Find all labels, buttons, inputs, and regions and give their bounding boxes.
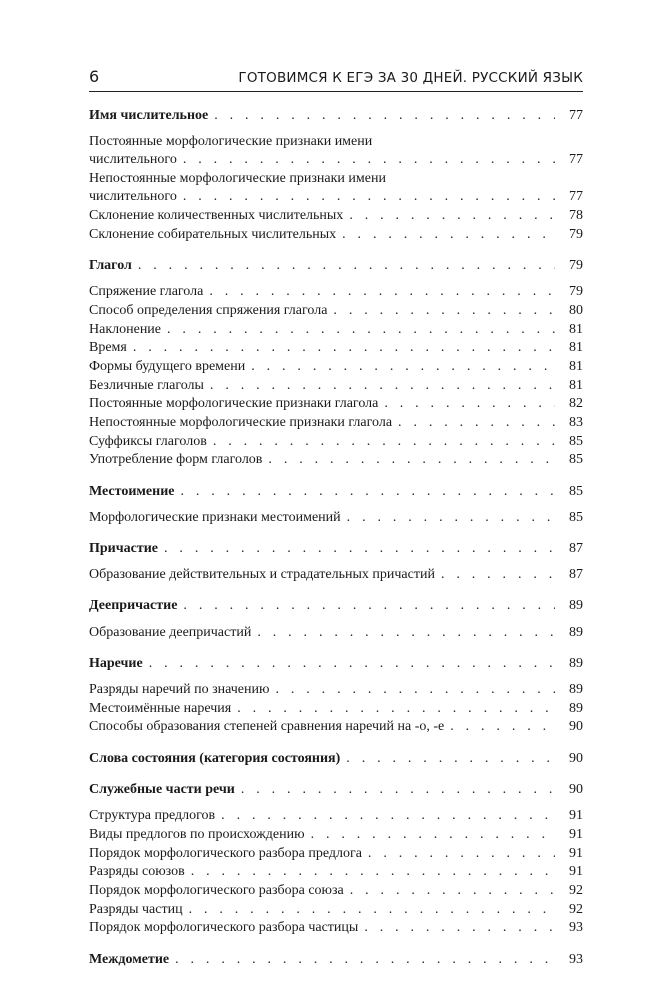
page-header bbox=[89, 62, 583, 86]
toc-entry[interactable] bbox=[89, 433, 583, 451]
toc-section bbox=[89, 597, 583, 641]
dot-leader bbox=[164, 540, 555, 558]
toc-entry-title: Местоимённые наречия bbox=[89, 700, 232, 716]
toc-entry[interactable] bbox=[89, 807, 583, 825]
dot-leader bbox=[183, 188, 555, 206]
toc-entry[interactable] bbox=[89, 681, 583, 699]
toc-section bbox=[89, 781, 583, 938]
toc-page-number: 83 bbox=[569, 415, 583, 431]
dot-leader bbox=[241, 781, 555, 799]
toc-entry[interactable] bbox=[89, 451, 583, 469]
toc-entry-title: Непостоянные морфологические признаки глагола bbox=[89, 415, 393, 431]
toc-page-number: 92 bbox=[569, 901, 583, 917]
toc-heading[interactable] bbox=[89, 107, 583, 125]
toc-page-number: 85 bbox=[569, 509, 583, 525]
toc-heading-title: Причастие bbox=[89, 541, 159, 557]
toc-entry-title: Порядок морфологического разбора частицы bbox=[89, 920, 359, 936]
toc-heading[interactable] bbox=[89, 540, 583, 558]
dot-leader bbox=[384, 395, 555, 413]
toc-entry-title: Склонение собирательных числительных bbox=[89, 226, 337, 242]
dot-leader bbox=[167, 321, 555, 339]
toc-page-number: 89 bbox=[569, 598, 583, 614]
toc-page-number: 89 bbox=[569, 682, 583, 698]
toc-entry-title: Употребление форм глаголов bbox=[89, 452, 263, 468]
dot-leader bbox=[441, 566, 555, 584]
toc-entry-title: Порядок морфологического разбора союза bbox=[89, 882, 344, 898]
toc-heading[interactable] bbox=[89, 951, 583, 969]
toc-heading-title: Деепричастие bbox=[89, 598, 178, 614]
toc-entry[interactable] bbox=[89, 302, 583, 320]
dot-leader bbox=[368, 845, 555, 863]
toc-page-number: 81 bbox=[569, 377, 583, 393]
toc-entry[interactable] bbox=[89, 718, 583, 736]
toc-entry[interactable] bbox=[89, 377, 583, 395]
toc-page-number: 79 bbox=[569, 257, 583, 273]
toc-section bbox=[89, 107, 583, 244]
toc-page-number: 77 bbox=[569, 152, 583, 168]
dot-leader bbox=[183, 151, 555, 169]
toc-entry[interactable] bbox=[89, 321, 583, 339]
dot-leader bbox=[346, 750, 555, 768]
toc-page-number: 91 bbox=[569, 808, 583, 824]
toc-page-number: 93 bbox=[569, 951, 583, 967]
toc-entry[interactable] bbox=[89, 207, 583, 225]
toc-heading-title: Служебные части речи bbox=[89, 781, 235, 797]
toc-entry[interactable] bbox=[89, 226, 583, 244]
toc-page-number: 79 bbox=[569, 284, 583, 300]
toc-page-number: 89 bbox=[569, 700, 583, 716]
toc-entry-title: Разряды наречий по значению bbox=[89, 682, 270, 698]
toc-heading[interactable] bbox=[89, 483, 583, 501]
toc-entry[interactable] bbox=[89, 414, 583, 432]
toc-entry[interactable] bbox=[89, 395, 583, 413]
dot-leader bbox=[213, 433, 555, 451]
toc-page-number: 90 bbox=[569, 781, 583, 797]
toc-heading[interactable] bbox=[89, 597, 583, 615]
dot-leader bbox=[209, 283, 555, 301]
toc-page-number: 90 bbox=[569, 750, 583, 766]
header-rule bbox=[89, 91, 583, 92]
toc-entry[interactable] bbox=[89, 339, 583, 357]
toc-entry[interactable] bbox=[89, 826, 583, 844]
dot-leader bbox=[342, 226, 555, 244]
dot-leader bbox=[214, 107, 555, 125]
toc-entry-title-line: Непостоянные морфологические признаки имени bbox=[89, 171, 386, 187]
toc-entry[interactable] bbox=[89, 700, 583, 718]
page-number: 6 bbox=[89, 67, 100, 86]
toc-page-number: 77 bbox=[569, 189, 583, 205]
toc-entry-title: Наклонение bbox=[89, 321, 162, 337]
toc-entry[interactable] bbox=[89, 845, 583, 863]
toc-heading[interactable] bbox=[89, 781, 583, 799]
dot-leader bbox=[175, 951, 555, 969]
toc-entry-title: Образование деепричастий bbox=[89, 624, 252, 640]
running-title: ГОТОВИМСЯ К ЕГЭ ЗА 30 ДНЕЙ. РУССКИЙ ЯЗЫК bbox=[238, 70, 583, 86]
toc-page-number: 87 bbox=[569, 567, 583, 583]
toc-page-number: 90 bbox=[569, 719, 583, 735]
dot-leader bbox=[350, 882, 555, 900]
dot-leader bbox=[237, 700, 555, 718]
toc-entry-title: Порядок морфологического разбора предлога bbox=[89, 845, 362, 861]
toc-heading[interactable] bbox=[89, 257, 583, 275]
toc-entry-title: Способ определения спряжения глагола bbox=[89, 302, 328, 318]
toc-entry-title: числительного bbox=[89, 152, 177, 168]
toc-entry[interactable] bbox=[89, 919, 583, 937]
dot-leader bbox=[398, 414, 555, 432]
toc-entry-title: Формы будущего времени bbox=[89, 358, 246, 374]
toc-heading-title: Глагол bbox=[89, 257, 132, 273]
dot-leader bbox=[180, 483, 555, 501]
toc-section bbox=[89, 540, 583, 584]
dot-leader bbox=[191, 863, 555, 881]
toc-entry-title: Склонение количественных числительных bbox=[89, 208, 344, 224]
toc-entry-title: Структура предлогов bbox=[89, 808, 216, 824]
dot-leader bbox=[221, 807, 555, 825]
toc-section bbox=[89, 483, 583, 527]
dot-leader bbox=[275, 681, 555, 699]
toc-entry-title: Безличные глаголы bbox=[89, 377, 204, 393]
toc-entry-title: Разряды союзов bbox=[89, 864, 185, 880]
toc-entry[interactable] bbox=[89, 509, 583, 527]
toc-page-number: 80 bbox=[569, 302, 583, 318]
dot-leader bbox=[251, 358, 555, 376]
toc-heading-title: Наречие bbox=[89, 655, 143, 671]
toc-entry[interactable] bbox=[89, 133, 583, 169]
toc-entry[interactable] bbox=[89, 170, 583, 206]
dot-leader bbox=[347, 509, 555, 527]
toc-entry[interactable] bbox=[89, 358, 583, 376]
toc-heading-title: Слова состояния (категория состояния) bbox=[89, 750, 341, 766]
toc-page-number: 87 bbox=[569, 541, 583, 557]
toc-page-number: 91 bbox=[569, 845, 583, 861]
toc-page-number: 89 bbox=[569, 624, 583, 640]
dot-leader bbox=[349, 207, 555, 225]
toc-page-number: 85 bbox=[569, 433, 583, 449]
toc-entry-title: числительного bbox=[89, 189, 177, 205]
toc-section bbox=[89, 655, 583, 737]
table-of-contents bbox=[89, 107, 583, 982]
dot-leader bbox=[189, 901, 555, 919]
dot-leader bbox=[149, 655, 555, 673]
toc-entry-title: Виды предлогов по происхождению bbox=[89, 826, 305, 842]
toc-page-number: 92 bbox=[569, 882, 583, 898]
toc-page-number: 77 bbox=[569, 108, 583, 123]
toc-entry[interactable] bbox=[89, 624, 583, 642]
dot-leader bbox=[311, 826, 555, 844]
dot-leader bbox=[210, 377, 555, 395]
toc-page-number: 81 bbox=[569, 340, 583, 356]
toc-entry-title: Способы образования степеней сравнения наречий на -о, -е bbox=[89, 719, 445, 735]
toc-entry[interactable] bbox=[89, 566, 583, 584]
toc-page-number: 78 bbox=[569, 208, 583, 224]
dot-leader bbox=[333, 302, 555, 320]
toc-page-number: 91 bbox=[569, 826, 583, 842]
toc-entry[interactable] bbox=[89, 901, 583, 919]
toc-section bbox=[89, 257, 583, 470]
toc-entry-title: Морфологические признаки местоимений bbox=[89, 509, 341, 525]
toc-entry-title: Время bbox=[89, 340, 127, 356]
toc-entry-title: Спряжение глагола bbox=[89, 284, 204, 300]
toc-section bbox=[89, 750, 583, 768]
toc-heading[interactable] bbox=[89, 750, 583, 768]
toc-entry-title-line: Постоянные морфологические признаки имени bbox=[89, 134, 373, 150]
toc-heading-title: Междометие bbox=[89, 951, 170, 967]
toc-heading[interactable] bbox=[89, 655, 583, 673]
toc-heading-title: Имя числительное bbox=[89, 108, 209, 123]
toc-entry-title: Образование действительных и страдательных причастий bbox=[89, 567, 435, 583]
toc-page-number: 82 bbox=[569, 396, 583, 412]
toc-entry-title: Суффиксы глаголов bbox=[89, 433, 207, 449]
dot-leader bbox=[138, 257, 555, 275]
toc-page-number: 85 bbox=[569, 452, 583, 468]
toc-page-number: 79 bbox=[569, 226, 583, 242]
toc-page-number: 81 bbox=[569, 321, 583, 337]
toc-section bbox=[89, 951, 583, 969]
toc-page-number: 91 bbox=[569, 864, 583, 880]
toc-page-number: 93 bbox=[569, 920, 583, 936]
toc-heading-title: Местоимение bbox=[89, 483, 175, 499]
toc-entry[interactable] bbox=[89, 283, 583, 301]
toc-entry[interactable] bbox=[89, 882, 583, 900]
toc-page-number: 85 bbox=[569, 483, 583, 499]
dot-leader bbox=[183, 597, 555, 615]
dot-leader bbox=[268, 451, 555, 469]
toc-entry[interactable] bbox=[89, 863, 583, 881]
toc-entry-title: Постоянные морфологические признаки глагола bbox=[89, 396, 379, 412]
toc-page-number: 81 bbox=[569, 358, 583, 374]
toc-page-number: 89 bbox=[569, 655, 583, 671]
dot-leader bbox=[133, 339, 555, 357]
toc-entry-title: Разряды частиц bbox=[89, 901, 183, 917]
dot-leader bbox=[450, 718, 555, 736]
dot-leader bbox=[257, 624, 555, 642]
dot-leader bbox=[364, 919, 555, 937]
